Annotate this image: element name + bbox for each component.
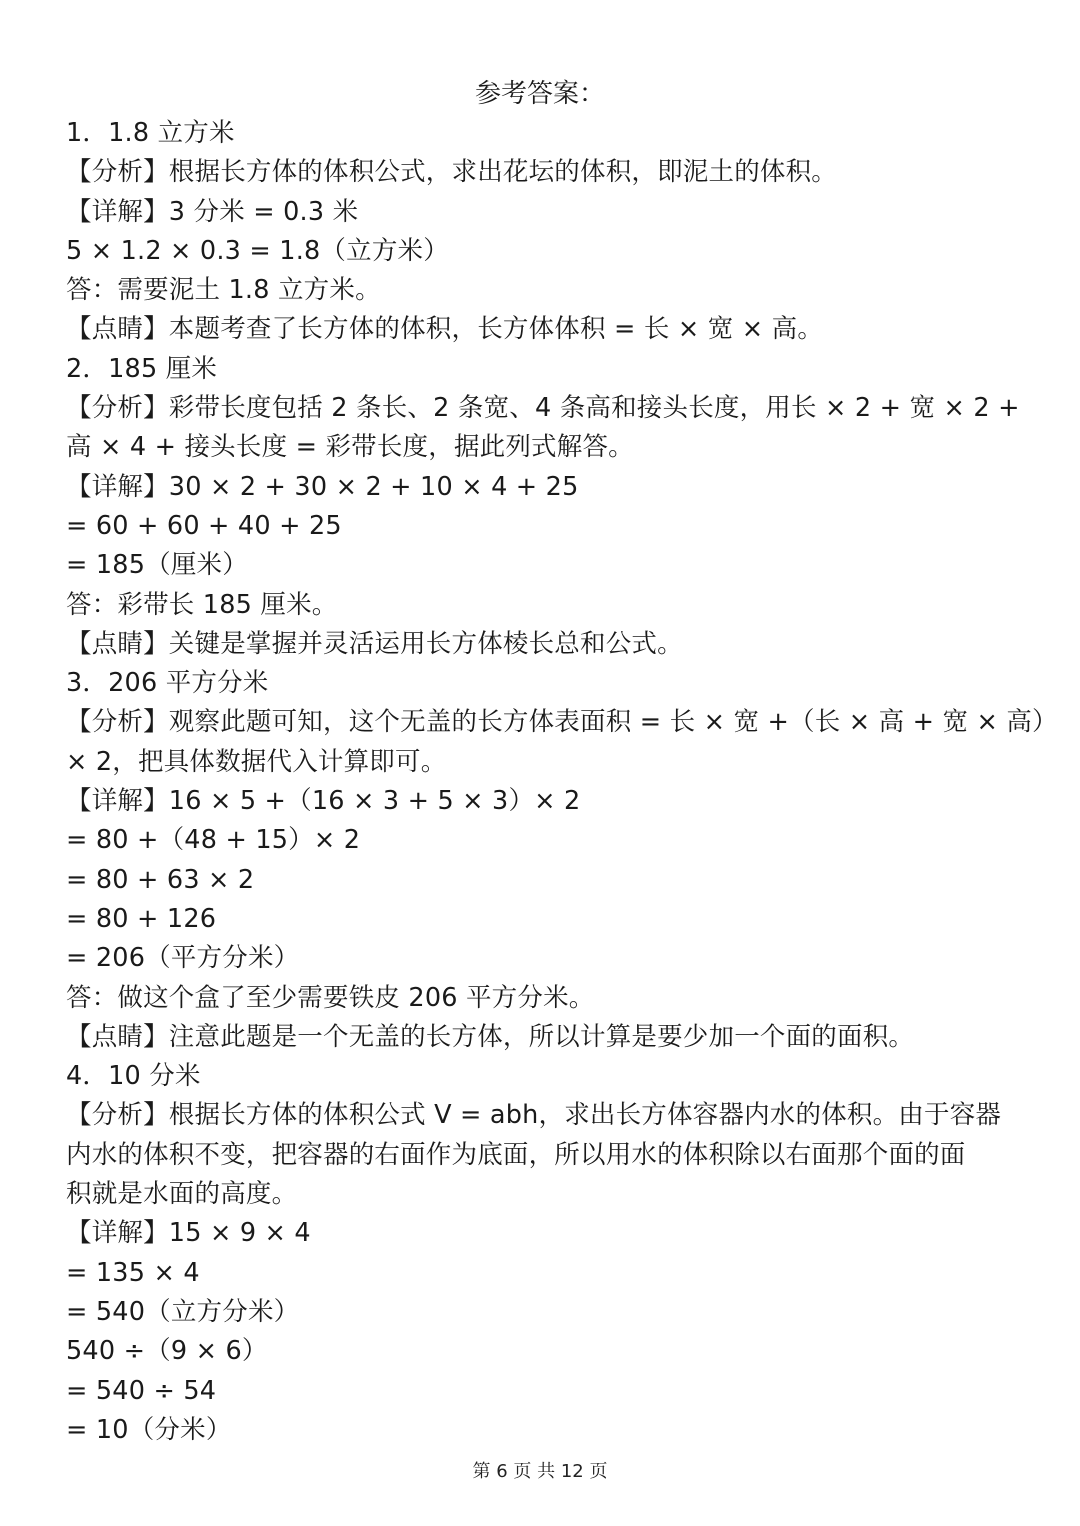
answer-body [66,114,1058,1450]
answer-2-detail: 【详解】30 × 2 + 30 × 2 + 10 × 4 + 25 [66,471,579,502]
answer-4-detail: 【详解】15 × 9 × 4 [66,1218,311,1249]
answer-3-calc-step: = 80 +（48 + 15）× 2 [66,825,361,856]
answer-4-calc-step: = 540 ÷ 54 [66,1375,217,1406]
page-number: 第 6 页 共 12 页 [472,1461,608,1482]
answer-4-analysis-cont: 积就是水面的高度。 [66,1179,298,1210]
answer-2-analysis: 【分析】彩带长度包括 2 条长、2 条宽、4 条高和接头长度，用长 × 2 + 宽 × 2 + [66,393,1020,424]
answer-1-detail: 【详解】3 分米 = 0.3 米 [66,196,359,227]
answer-4-calc-step: 540 ÷（9 × 6） [66,1336,268,1367]
answer-2-answer: 答：彩带长 185 厘米。 [66,589,338,620]
answer-2-heading: 2．185 厘米 [66,353,218,384]
answer-1-comment: 【点睛】本题考查了长方体的体积，长方体体积 = 长 × 宽 × 高。 [66,314,824,345]
answer-2-comment: 【点睛】关键是掌握并灵活运用长方体棱长总和公式。 [66,628,683,659]
answer-4-heading: 4．10 分米 [66,1061,201,1092]
answer-4-calc-step: = 540（立方分米） [66,1296,300,1327]
answer-3-analysis-cont: × 2，把具体数据代入计算即可。 [66,746,447,777]
answer-2-calc-step: = 60 + 60 + 40 + 25 [66,510,342,541]
answer-1-analysis: 【分析】根据长方体的体积公式，求出花坛的体积，即泥土的体积。 [66,157,838,188]
answer-3-detail: 【详解】16 × 5 +（16 × 3 + 5 × 3）× 2 [66,786,581,817]
answer-3-comment: 【点睛】注意此题是一个无盖的长方体，所以计算是要少加一个面的面积。 [66,1021,915,1052]
answer-4-analysis-cont: 内水的体积不变，把容器的右面作为底面，所以用水的体积除以右面那个面的面 [66,1139,966,1170]
answer-2-analysis-cont: 高 × 4 + 接头长度 = 彩带长度，据此列式解答。 [66,432,634,463]
answer-1-calc: 5 × 1.2 × 0.3 = 1.8（立方米） [66,235,449,266]
answer-2-calc-step: = 185（厘米） [66,550,248,581]
page-title: 参考答案： [474,79,605,109]
answer-3-answer: 答：做这个盒了至少需要铁皮 206 平方分米。 [66,982,595,1013]
answer-3-calc-step: = 206（平方分米） [66,943,300,974]
answer-4-analysis: 【分析】根据长方体的体积公式 V = abh，求出长方体容器内水的体积。由于容器 [66,1100,1002,1131]
answer-4-calc-step: = 135 × 4 [66,1257,200,1288]
answer-3-calc-step: = 80 + 63 × 2 [66,864,255,895]
answer-4-calc-step: = 10（分米） [66,1414,232,1445]
answer-3-heading: 3．206 平方分米 [66,668,269,699]
answer-3-calc-step: = 80 + 126 [66,903,217,934]
answer-1-heading: 1．1.8 立方米 [66,118,235,148]
answer-1-answer: 答：需要泥土 1.8 立方米。 [66,275,381,306]
answer-3-analysis: 【分析】观察此题可知，这个无盖的长方体表面积 = 长 × 宽 +（长 × 高 + 宽 × 高） [66,707,1058,738]
